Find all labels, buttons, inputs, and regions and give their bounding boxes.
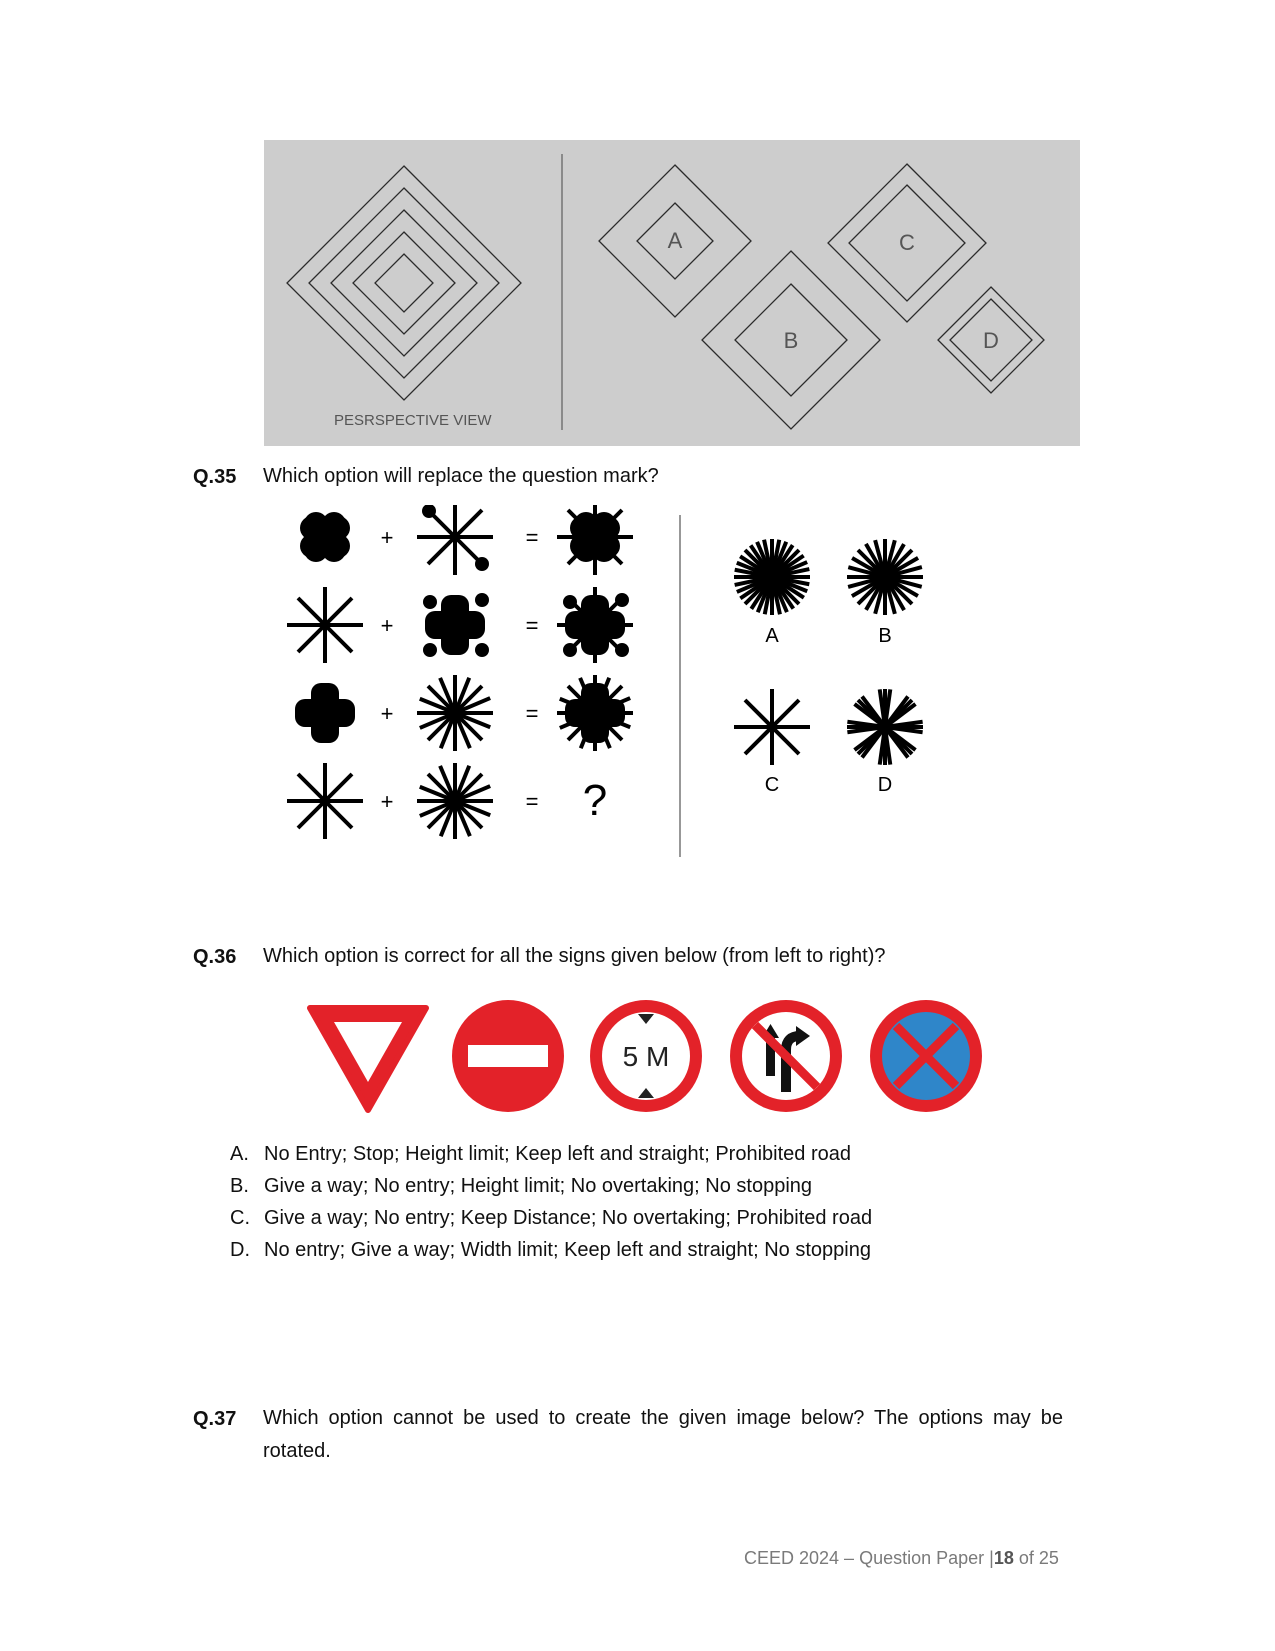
row4-star-a — [287, 763, 363, 839]
row2-result — [557, 587, 633, 663]
q36-option-d-letter: D. — [230, 1239, 250, 1261]
footer-title: CEED 2024 – Question Paper | — [744, 1548, 994, 1568]
q35-option-d-shape — [842, 684, 928, 770]
row2-blob — [423, 593, 489, 657]
no-entry-sign — [452, 1000, 564, 1112]
q35-option-b-shape — [833, 525, 937, 629]
q35-option-a-shape — [719, 524, 824, 629]
row1-plus: + — [380, 525, 394, 550]
q35-number: Q.35 — [193, 466, 237, 488]
figure-background — [264, 140, 1080, 446]
q35-option-b-label: B — [878, 625, 892, 647]
row3-plus: + — [380, 701, 394, 726]
row4-question-mark: ? — [582, 776, 608, 825]
option-a-label: A — [667, 228, 683, 253]
row2-star — [287, 587, 363, 663]
q37-text: Which option cannot be used to create the given image below? The options may be rotated. — [263, 1407, 1063, 1462]
page-footer — [744, 1548, 1059, 1569]
option-b-label: B — [783, 328, 799, 353]
q35-option-d-label: D — [877, 774, 893, 796]
row3-result — [546, 664, 645, 763]
row4-plus: + — [380, 789, 394, 814]
q35-option-c-label: C — [764, 774, 780, 796]
option-d-label: D — [983, 328, 999, 353]
perspective-caption: PESRSPECTIVE VIEW — [334, 412, 492, 429]
q36-option-d[interactable] — [230, 1234, 871, 1266]
q36-option-a-text: No Entry; Stop; Height limit; Keep left and straight; Prohibited road — [264, 1143, 851, 1165]
q36-option-d-text: No entry; Give a way; Width limit; Keep left and straight; No stopping — [264, 1239, 871, 1261]
row1-clover — [300, 512, 350, 562]
option-c-label: C — [899, 230, 915, 255]
row3-plus-shape — [295, 683, 355, 743]
q36-option-c-letter: C. — [230, 1207, 250, 1229]
footer-page-total: of 25 — [1018, 1548, 1059, 1568]
road-signs-figure — [300, 990, 1000, 1115]
q36-option-c[interactable] — [230, 1202, 872, 1234]
row3-star — [406, 664, 505, 763]
row2-equals: = — [525, 613, 539, 638]
row4-equals: = — [525, 789, 539, 814]
row1-star-with-dots — [417, 505, 493, 575]
no-turn-sign — [730, 1000, 842, 1112]
row3-equals: = — [525, 701, 539, 726]
q37-number: Q.37 — [193, 1408, 237, 1430]
give-way-sign — [310, 1008, 426, 1110]
row4-star-b — [406, 752, 505, 851]
q36-option-a[interactable] — [230, 1138, 851, 1170]
height-limit-text: 5 M — [622, 1041, 670, 1072]
q35-text: Which option will replace the question mark? — [263, 465, 659, 487]
q36-option-c-text: Give a way; No entry; Keep Distance; No overtaking; Prohibited road — [264, 1207, 873, 1229]
q36-number: Q.36 — [193, 946, 237, 968]
no-stopping-sign — [870, 1000, 982, 1112]
row1-result — [557, 505, 633, 575]
q36-option-b-letter: B. — [230, 1175, 249, 1197]
perspective-figure — [264, 140, 1080, 446]
height-limit-sign — [590, 1000, 702, 1112]
row2-plus: + — [380, 613, 394, 638]
q35-option-a-label: A — [765, 625, 779, 647]
row1-equals: = — [525, 525, 539, 550]
q36-text: Which option is correct for all the signs given below (from left to right)? — [263, 945, 886, 967]
footer-page-number: 18 — [993, 1548, 1014, 1568]
q36-option-b-text: Give a way; No entry; Height limit; No overtaking; No stopping — [264, 1175, 813, 1197]
q35-figure — [280, 505, 980, 870]
q35-option-c-shape — [734, 689, 810, 765]
q36-option-a-letter: A. — [230, 1143, 249, 1165]
q36-option-b[interactable] — [230, 1170, 812, 1202]
